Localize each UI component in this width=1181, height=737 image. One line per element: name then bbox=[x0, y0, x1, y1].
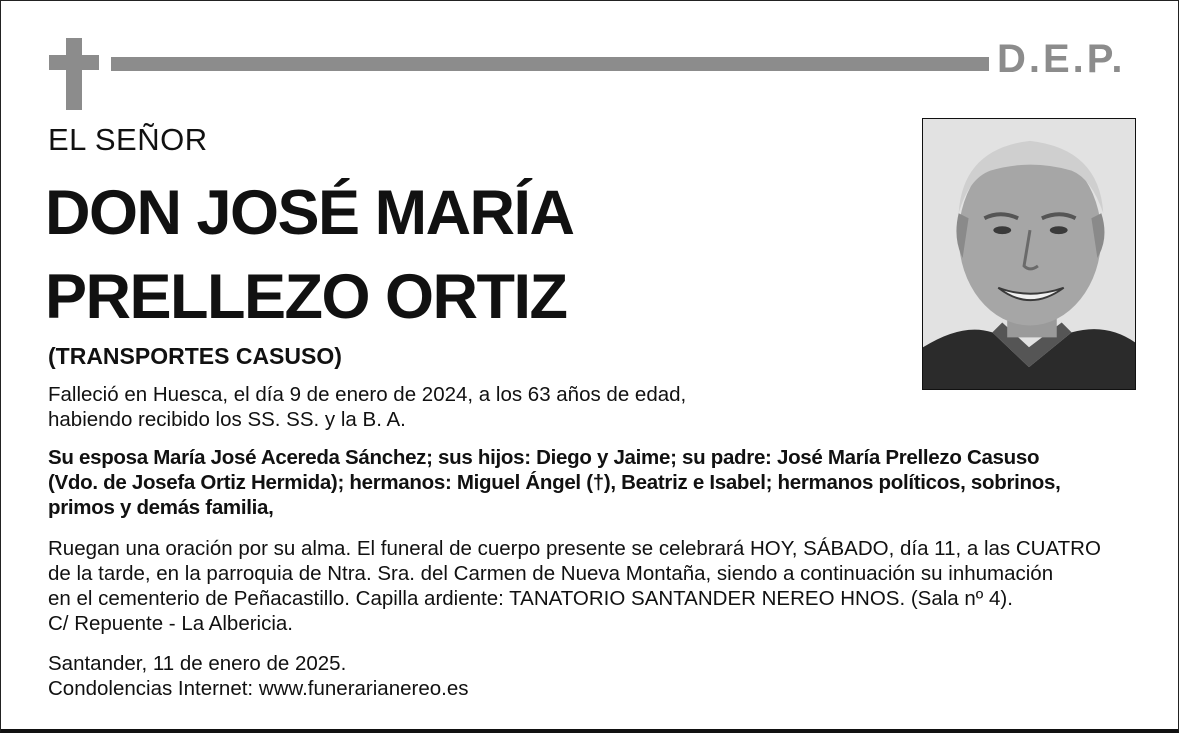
deceased-name-line1: DON JOSÉ MARÍA bbox=[45, 178, 574, 248]
portrait-image bbox=[923, 119, 1135, 389]
place-date: Santander, 11 de enero de 2025. bbox=[48, 652, 347, 675]
family-line1: Su esposa María José Acereda Sánchez; sus hijos: Diego y Jaime; su padre: José María Prellezo Casuso bbox=[48, 446, 1040, 469]
family-line3: primos y demás familia, bbox=[48, 496, 274, 519]
funeral-line1: Ruegan una oración por su alma. El funeral de cuerpo presente se celebrará HOY, SÁBADO, día 11, a las CUATRO bbox=[48, 537, 1101, 560]
funeral-line4: C/ Repuente - La Albericia. bbox=[48, 612, 293, 635]
closing-block bbox=[48, 651, 848, 701]
death-notice-line1: Falleció en Huesca, el día 9 de enero de 2024, a los 63 años de edad, bbox=[48, 383, 687, 406]
cross-icon bbox=[49, 38, 99, 110]
deceased-photo bbox=[922, 118, 1136, 390]
condolences-link[interactable]: Condolencias Internet: www.funerarianereo.es bbox=[48, 677, 469, 700]
dep-label: D.E.P. bbox=[997, 37, 1126, 81]
deceased-name-line2: PRELLEZO ORTIZ bbox=[45, 262, 567, 332]
death-notice bbox=[48, 382, 908, 432]
death-notice-line2: habiendo recibido los SS. SS. y la B. A. bbox=[48, 408, 406, 431]
family-line2: (Vdo. de Josefa Ortiz Hermida); hermanos: Miguel Ángel (†), Beatriz e Isabel; hermanos políticos, sobrinos, bbox=[48, 471, 1061, 494]
deceased-prefix: EL SEÑOR bbox=[48, 122, 208, 157]
funeral-line2: de la tarde, en la parroquia de Ntra. Sra. del Carmen de Nueva Montaña, siendo a continuación su inhumación bbox=[48, 562, 1054, 585]
company-name: (TRANSPORTES CASUSO) bbox=[48, 343, 342, 369]
funeral-line3: en el cementerio de Peñacastillo. Capilla ardiente: TANATORIO SANTANDER NEREO HNOS. (Sala nº 4). bbox=[48, 587, 1013, 610]
funeral-details bbox=[48, 536, 1158, 636]
deceased-name bbox=[45, 171, 574, 339]
family-list bbox=[48, 445, 1148, 520]
header-rule bbox=[111, 57, 989, 71]
